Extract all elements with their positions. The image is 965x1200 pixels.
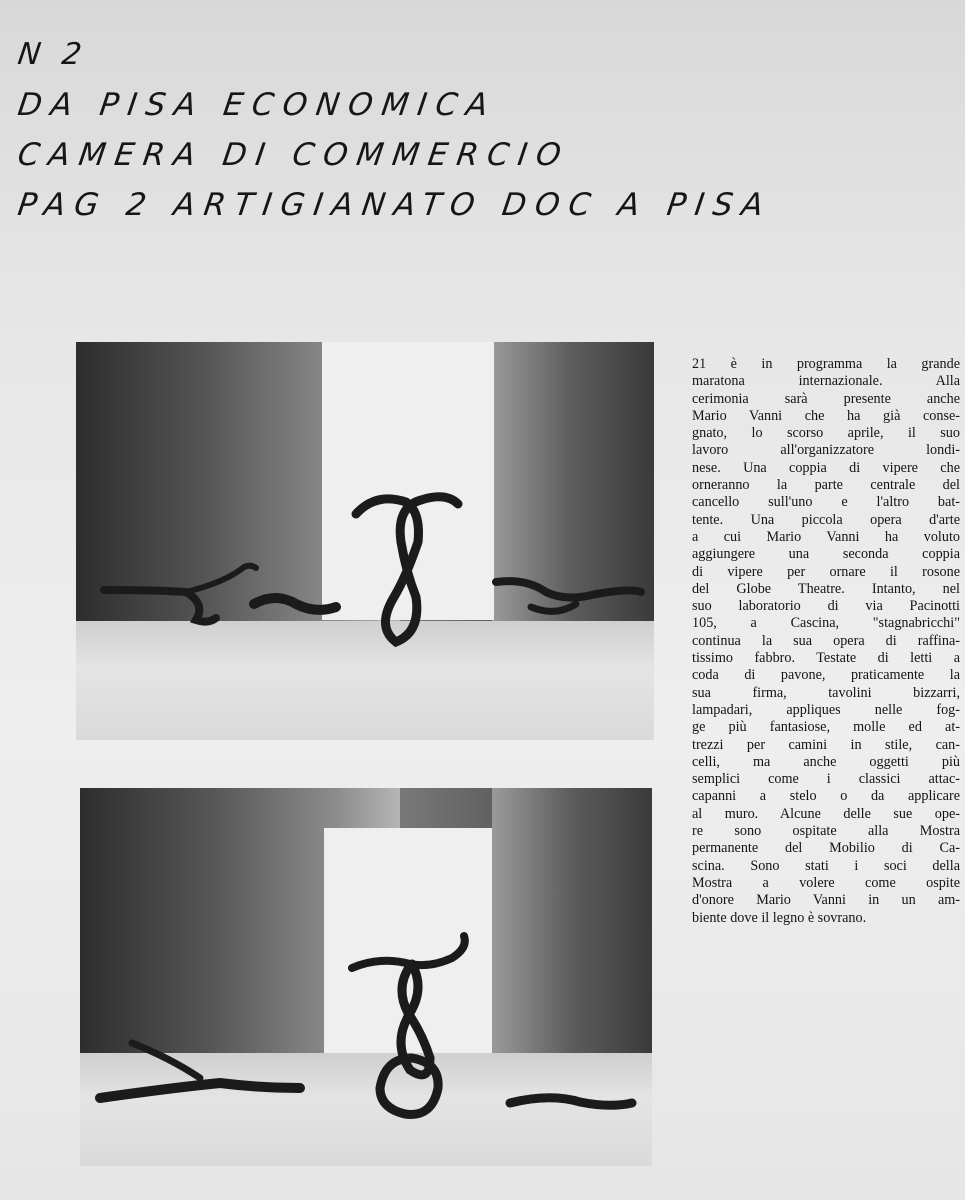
article-line: del Globe Theatre. Intanto, nel: [692, 580, 960, 597]
article-line: scina. Sono stati i soci della: [692, 857, 960, 874]
article-line: sua firma, tavolini bizzarri,: [692, 684, 960, 701]
article-text: [692, 356, 960, 927]
article-line: tissimo fabbro. Testate di letti a: [692, 650, 960, 667]
article-line: gnato, lo scorso aprile, il suo: [692, 425, 960, 442]
article-line: Mario Vanni che ha già conse-: [692, 407, 960, 424]
article-line: tente. Una piccola opera d'arte: [692, 511, 960, 528]
article-line: biente dove il legno è sovrano.: [692, 909, 867, 926]
handwritten-line: CAMERA DI COMMERCIO: [15, 137, 573, 173]
article-line: cerimonia sarà presente anche: [692, 390, 960, 407]
article-line: celli, ma anche oggetti più: [692, 753, 960, 770]
article-line: coda di pavone, praticamente la: [692, 667, 960, 684]
article-line: ge più fantasiose, molle ed at-: [692, 719, 960, 736]
article-line: suo laboratorio di via Pacinotti: [692, 598, 960, 615]
article-line: continua la sua opera di raffina-: [692, 632, 960, 649]
article-line: permanente del Mobilio di Ca-: [692, 840, 960, 857]
article-line: 21 è in programma la grande: [692, 356, 960, 372]
handwritten-line: DA PISA ECONOMICA: [15, 87, 500, 123]
viper-sculpture-icon: [76, 342, 654, 740]
article-line: capanni a stelo o da applicare: [692, 788, 960, 805]
article-line: cancello sull'uno e l'altro bat-: [692, 494, 960, 511]
article-line: a cui Mario Vanni ha voluto: [692, 528, 960, 545]
handwritten-note: [15, 30, 778, 230]
article-line: semplici come i classici attac-: [692, 771, 960, 788]
article-line: trezzi per camini in stile, can-: [692, 736, 960, 753]
article-line: lavoro all'organizzatore londi-: [692, 442, 960, 459]
article-line: re sono ospitate alla Mostra: [692, 823, 960, 840]
handwritten-line: N 2: [15, 37, 90, 72]
sculpture-photo-1: [76, 342, 654, 740]
article-line: di vipere per ornare il rosone: [692, 563, 960, 580]
handwritten-line: PAG 2 ARTIGIANATO DOC A PISA: [15, 187, 775, 223]
viper-sculpture-icon: [80, 788, 652, 1166]
article-line: aggiungere una seconda coppia: [692, 546, 960, 563]
article-line: d'onore Mario Vanni in un am-: [692, 892, 960, 909]
article-line: nese. Una coppia di vipere che: [692, 459, 960, 476]
sculpture-photo-2: [80, 788, 652, 1166]
article-line: lampadari, appliques nelle fog-: [692, 701, 960, 718]
article-line: orneranno la parte centrale del: [692, 477, 960, 494]
article-line: Mostra a volere come ospite: [692, 874, 960, 891]
article-line: al muro. Alcune delle sue ope-: [692, 805, 960, 822]
article-line: 105, a Cascina, "stagnabricchi": [692, 615, 960, 632]
article-line: maratona internazionale. Alla: [692, 373, 960, 390]
